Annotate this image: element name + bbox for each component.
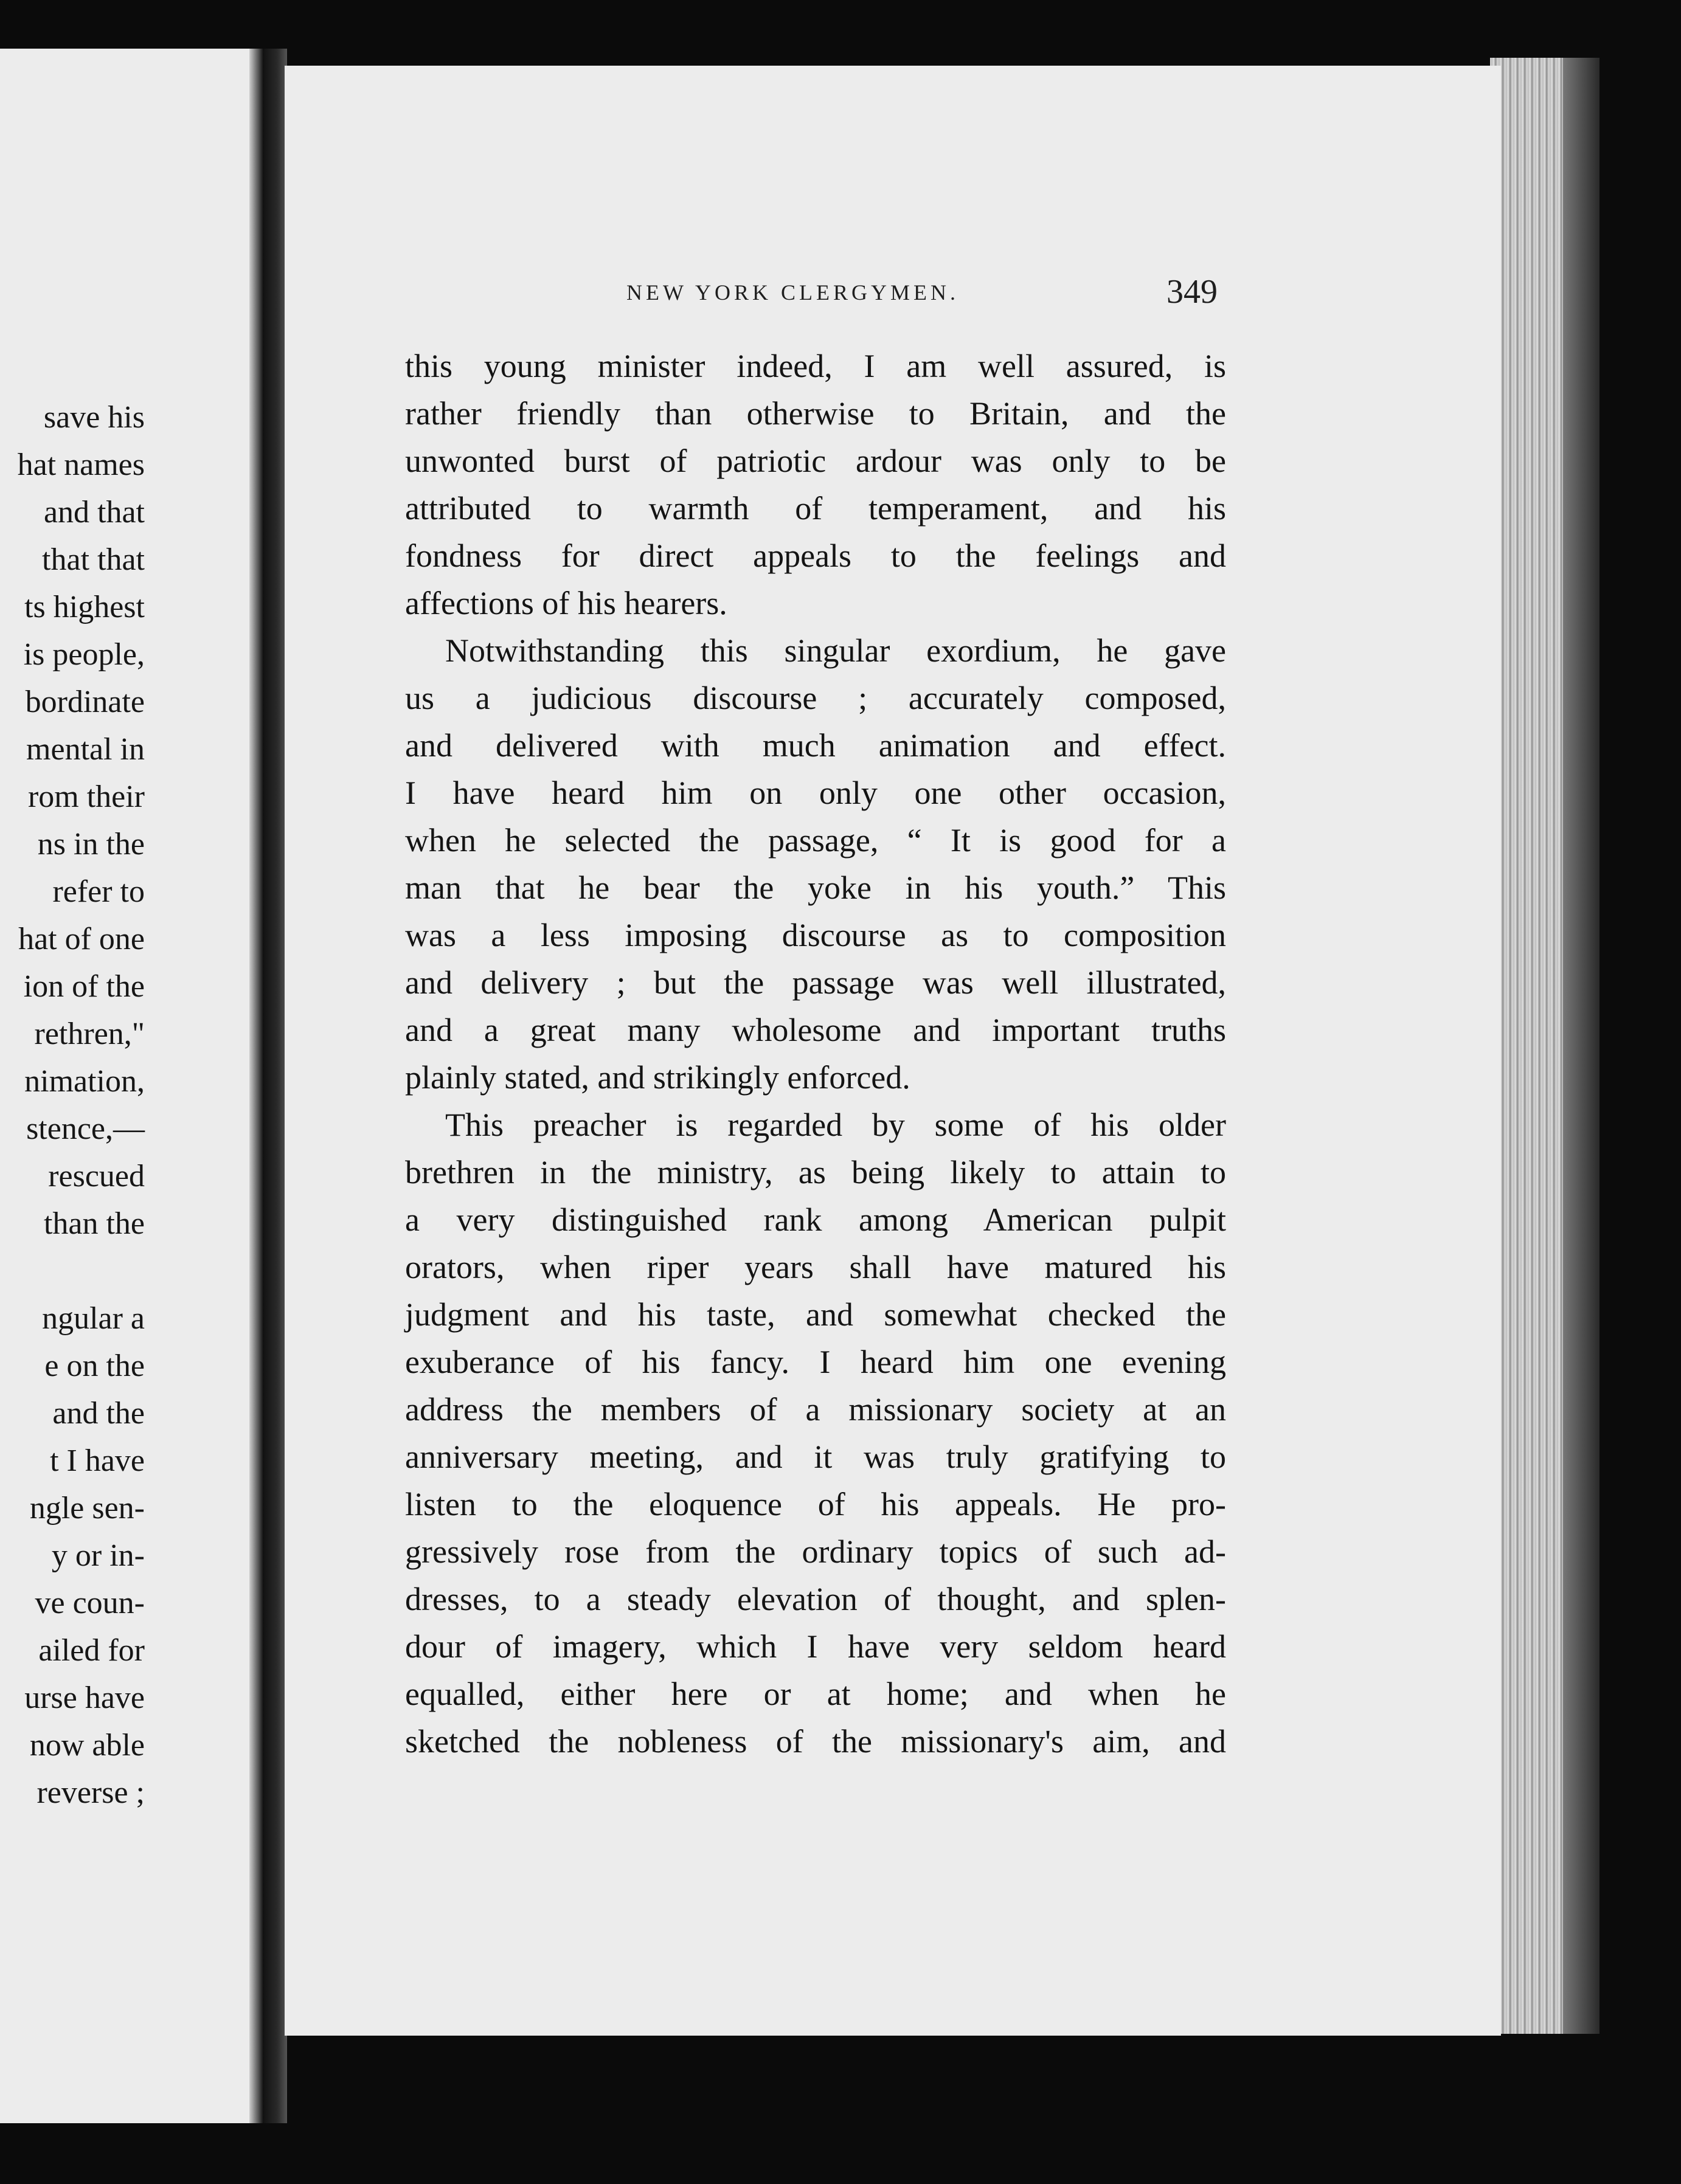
left-gutter-shadow bbox=[249, 49, 263, 2123]
text-line: sketched the nobleness of the missionary's aim, and bbox=[405, 1723, 1226, 1760]
left-page bbox=[0, 49, 263, 2123]
left-line: hat names bbox=[17, 448, 145, 482]
text-line: and a great many wholesome and important truths bbox=[405, 1012, 1226, 1048]
text-line: affections of his hearers. bbox=[405, 585, 727, 621]
left-line: ngular a bbox=[42, 1301, 145, 1336]
left-line: nimation, bbox=[24, 1064, 145, 1099]
text-line: This preacher is regarded by some of his older bbox=[445, 1107, 1226, 1143]
text-line: address the members of a missionary society at an bbox=[405, 1391, 1226, 1428]
left-line-blank bbox=[0, 1248, 145, 1295]
text-line: equalled, either here or at home; and when he bbox=[405, 1676, 1226, 1712]
left-line: e on the bbox=[44, 1349, 145, 1383]
text-line: fondness for direct appeals to the feelings and bbox=[405, 537, 1226, 574]
left-line: rescued bbox=[48, 1159, 145, 1194]
left-line: and the bbox=[52, 1396, 145, 1431]
left-line: refer to bbox=[52, 874, 145, 909]
text-line: and delivery ; but the passage was well illustrated, bbox=[405, 964, 1226, 1001]
text-line: when he selected the passage, “ It is good for a bbox=[405, 822, 1226, 859]
left-line: ts highest bbox=[24, 590, 145, 624]
text-line: rather friendly than otherwise to Britain, and the bbox=[405, 395, 1226, 432]
left-line: ve coun- bbox=[35, 1586, 145, 1620]
text-line: listen to the eloquence of his appeals. He pro- bbox=[405, 1486, 1226, 1522]
left-line: that that bbox=[42, 542, 145, 577]
left-line: mental in bbox=[26, 732, 145, 767]
text-line: a very distinguished rank among American pulpit bbox=[405, 1201, 1226, 1238]
left-line: ngle sen- bbox=[29, 1491, 145, 1526]
left-line: ailed for bbox=[38, 1633, 145, 1668]
left-line: hat of one bbox=[18, 922, 145, 956]
left-line: t I have bbox=[50, 1443, 145, 1478]
left-line: rom their bbox=[27, 779, 145, 814]
page-edges bbox=[1490, 58, 1600, 2034]
body-text bbox=[405, 342, 1226, 1765]
text-line: Notwithstanding this singular exordium, he gave bbox=[445, 632, 1226, 669]
text-line: gressively rose from the ordinary topics of such ad- bbox=[405, 1533, 1226, 1570]
left-line: urse have bbox=[24, 1681, 145, 1715]
left-page-text bbox=[0, 394, 145, 1817]
text-line: dour of imagery, which I have very seldom heard bbox=[405, 1628, 1226, 1665]
text-line: dresses, to a steady elevation of thought, and splen- bbox=[405, 1581, 1226, 1617]
left-line: bordinate bbox=[25, 685, 145, 719]
text-line: and delivered with much animation and effect. bbox=[405, 727, 1226, 764]
page-number: 349 bbox=[1166, 273, 1218, 311]
text-line: us a judicious discourse ; accurately composed, bbox=[405, 680, 1226, 716]
left-line: rethren," bbox=[34, 1017, 145, 1051]
left-line: now able bbox=[29, 1728, 145, 1763]
text-line: plainly stated, and strikingly enforced. bbox=[405, 1059, 910, 1096]
left-line: reverse ; bbox=[36, 1775, 145, 1810]
book-gutter bbox=[263, 49, 287, 2123]
text-line: man that he bear the yoke in his youth.” This bbox=[405, 869, 1226, 906]
text-line: this young minister indeed, I am well assured, is bbox=[405, 348, 1226, 384]
left-line: is people, bbox=[23, 637, 145, 672]
left-line: ns in the bbox=[37, 827, 145, 862]
text-line: brethren in the ministry, as being likely to attain to bbox=[405, 1154, 1226, 1190]
left-line: and that bbox=[43, 495, 145, 530]
text-line: anniversary meeting, and it was truly gratifying to bbox=[405, 1439, 1226, 1475]
running-head: NEW YORK CLERGYMEN. bbox=[626, 280, 959, 305]
left-line: y or in- bbox=[51, 1538, 145, 1573]
left-line: save his bbox=[43, 400, 145, 435]
text-line: unwonted burst of patriotic ardour was only to be bbox=[405, 443, 1226, 479]
text-line: attributed to warmth of temperament, and his bbox=[405, 490, 1226, 527]
text-line: was a less imposing discourse as to composition bbox=[405, 917, 1226, 953]
text-line: judgment and his taste, and somewhat checked the bbox=[405, 1296, 1226, 1333]
left-line: than the bbox=[43, 1206, 145, 1241]
text-line: exuberance of his fancy. I heard him one evening bbox=[405, 1344, 1226, 1380]
left-line: ion of the bbox=[23, 969, 145, 1004]
text-line: orators, when riper years shall have matured his bbox=[405, 1249, 1226, 1285]
text-line: I have heard him on only one other occasion, bbox=[405, 775, 1226, 811]
left-line: stence,— bbox=[26, 1111, 145, 1146]
